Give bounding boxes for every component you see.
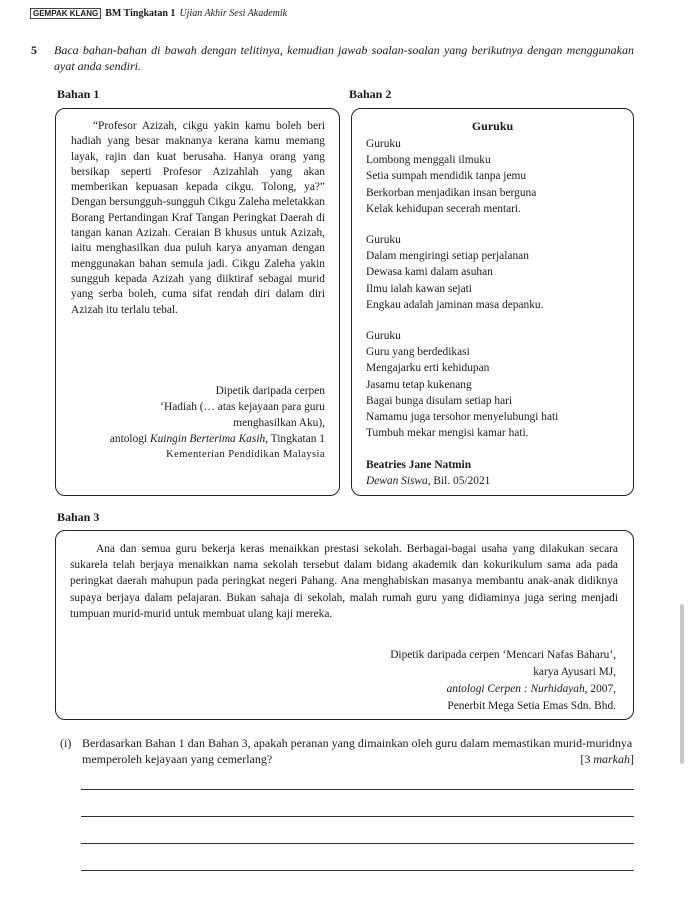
poem-title: Guruku bbox=[471, 119, 514, 133]
answer-line[interactable] bbox=[81, 870, 634, 871]
bahan3-source: Dipetik daripada cerpen ‘Mencari Nafas Baharu’, karya Ayusari MJ, antologi Cerpen : Nurhidayah, 2007, Penerbit Mega Setia Emas Sdn. Bhd. bbox=[390, 649, 616, 712]
bahan1-box bbox=[55, 108, 340, 496]
bahan3-label: Bahan 3 bbox=[57, 510, 100, 524]
question-number: 5 bbox=[31, 43, 37, 57]
poem-stanza-3: Guruku Guru yang berdedikasi Mengajarku erti kehidupan Jasamu tetap kukenang Bagai bunga disulam setiap hari Namamu juga tersohor menyelubungi hati Tumbuh mekar mengisi kamar hati. bbox=[366, 330, 559, 440]
bahan1-source: Dipetik daripada cerpen ‘Hadiah (… atas kejayaan para guru menghasilkan Aku), antologi Kuingin Berterima Kasih, Tingkatan 1 Kementerian Pendidikan Malaysia bbox=[109, 385, 325, 460]
answer-line[interactable] bbox=[81, 816, 634, 817]
answer-line[interactable] bbox=[81, 789, 634, 790]
header-exam: Ujian Akhir Sesi Akademik bbox=[179, 8, 288, 19]
poem-stanza-1: Guruku Lombong menggali ilmuku Setia sumpah mendidik tanpa jemu Berkorban menjadikan insan berguna Kelak kehidupan secerah mentari. bbox=[366, 138, 537, 215]
subquestion-text: Berdasarkan Bahan 1 dan Bahan 3, apakah peranan yang dimainkan oleh guru dalam memastikan murid-muridnya memperoleh kejayaan yang cemerlang? bbox=[82, 736, 633, 766]
publisher-logo: GEMPAK KLANG bbox=[30, 8, 101, 19]
header-subject: BM Tingkatan 1 bbox=[105, 8, 176, 19]
subquestion-number: (i) bbox=[60, 736, 72, 750]
poem-stanza-2: Guruku Dalam mengiringi setiap perjalanan Dewasa kami dalam asuhan Ilmu ialah kawan sejati Engkau adalah jaminan masa depanku. bbox=[366, 234, 544, 311]
bahan3-text: Ana dan semua guru bekerja keras menaikkan prestasi sekolah. Berbagai-bagai usaha yang dilakukan secara sukarela telah berjaya menaikkan nama sekolah tersebut dalam bidang akademik dan kokurikulum sama ada pada peringkat daerah mahupun pada peringkat negeri Pahang. Ana menghabiskan masanya membantu anak-anak didiknya supaya berjaya dalam pelajaran. Bukan sahaja di sekolah, malah rumah guru yang didiaminya juga sering menjadi tumpuan murid-murid untuk membuat ulang kaji mereka. bbox=[70, 543, 618, 620]
bahan2-box bbox=[351, 108, 634, 496]
poem-author: Beatries Jane Natmin Dewan Siswa, Bil. 05/2021 bbox=[366, 459, 491, 487]
bahan3-box bbox=[55, 530, 634, 720]
bahan2-label: Bahan 2 bbox=[349, 87, 392, 101]
question-instruction: Baca bahan-bahan di bawah dengan telitinya, kemudian jawab soalan-soalan yang berikutnya dengan menggunakan ayat anda sendiri. bbox=[54, 43, 634, 73]
scrollbar[interactable] bbox=[680, 604, 684, 764]
marks-label: [3 markah] bbox=[580, 752, 634, 766]
page-header bbox=[30, 8, 287, 19]
answer-line[interactable] bbox=[81, 843, 634, 844]
bahan1-text: “Profesor Azizah, cikgu yakin kamu boleh beri hadiah yang besar maknanya kerana kamu memang layak, rajin dan kuat berusaha. Hanya orang yang bersikap seperti Profesor Azizahlah yang akan memberikan kepuasan kepada cikgu. Tolong, ya?” Dengan bersungguh-sungguh Cikgu Zaleha meletakkan Borang Pertandingan Kraf Tangan Peringkat Daerah di tangan kanan Azizah. Ceraian B khusus untuk Azizah, iaitu menghasilkan dua puluh karya anyaman dengan menggunakan bahan semula jadi. Cikgu Zaleha yakin sungguh kepada Azizah yang diiktiraf sebagai murid yang serba boleh, cuma sifat rendah diri dalam diri Azizah itu terlalu tebal. bbox=[71, 120, 325, 316]
bahan1-label: Bahan 1 bbox=[57, 87, 100, 101]
